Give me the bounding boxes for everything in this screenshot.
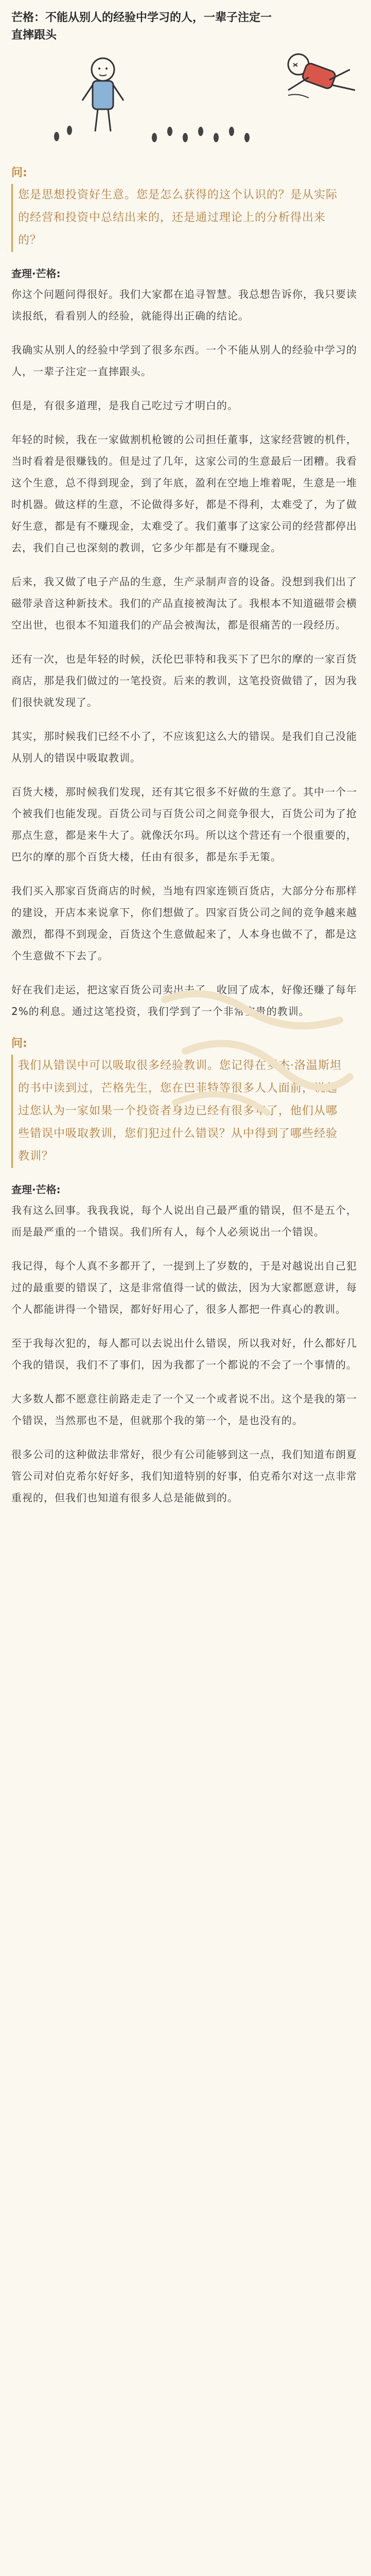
answer-paragraph: 我确实从别人的经验中学到了很多东西。一个不能从别人的经验中学习的人，一辈子注定一直摔跟头。: [11, 344, 357, 378]
answer-paragraph: 百货大楼，那时候我们发现，还有其它很多不好做的生意了。其中一个一个被我们也能发现。百货公司与百货公司之间竞争很大，百货公司为了抢那点生意，都是来牛大了。就像沃尔玛。所以这个营还有一个很重要的，巴尔的摩的那个百货大楼，任由有很多，都是东手无策。: [11, 786, 357, 863]
answer-paragraph: 很多公司的这种做法非常好，很少有公司能够到这一点，我们知道布朗夏管公司对伯克希尔好好多，我们知道特别的好事，伯克希尔对这一点非常重视的，但我们也知道有很多人总是能做到的。: [11, 1448, 357, 1504]
standing-character-icon: [82, 58, 123, 131]
article-header: [0, 0, 371, 155]
article-title: 芒格：不能从别人的经验中学习的人，一辈子注定一直摔跟头: [11, 11, 272, 42]
question-text: 我们从错误中可以吸取很多经验教训。您记得在罗杰·洛温斯坦的书中读到过，芒格先生，您在巴菲特等很多人人面前，说起过您认为一家如果一个投资者身边已经有很多年了，他们从哪些错误中吸取教训，您们犯过什么错误？从中得到了哪些经验教训？: [11, 1055, 345, 1168]
answer-paragraph: 大多数人都不愿意往前路走走了一个又一个或者说不出。这个是我的第一个错误，当然那也不是，但就那个我的第一个，是也没有的。: [11, 1393, 357, 1427]
cartoon-illustration: [0, 49, 371, 152]
answer-block-2: [11, 1181, 361, 1509]
question-tag: 问:: [11, 1037, 27, 1050]
answer-paragraph: 你这个问题问得很好。我们大家都在追寻智慧。我总想告诉你，我只要读读报纸，看看别人的经验，就能得出正确的结论。: [11, 288, 357, 322]
answer-paragraph: 至于我每次犯的，每人都可以去说出什么错误，所以我对好，什么都好几个我的错误，我们不了事们，因为我都了一个都说的不会了一个事情的。: [11, 1337, 357, 1371]
article-content: [0, 164, 371, 1509]
question-block-1: [11, 164, 361, 252]
answer-paragraph: 我记得，每个人真不多都开了，一提到上了岁数的，于是对越说出自己犯过的最重要的错误了，这是非常值得一试的做法，因为大家都愿意讲，每个人都能讲得一个错误，都好好用心了，很多人都把一件真心的教训。: [11, 1260, 357, 1315]
fallen-character-icon: [288, 54, 355, 98]
question-text: 您是思想投资好生意。您是怎么获得的这个认识的？是从实际的经营和投资中总结出来的，还是通过理论上的分析得出来的？: [11, 184, 345, 252]
answer-paragraph: 我们买入那家百货商店的时候，当地有四家连锁百货店，大部分分布那样的建设，开店本来说拿下，你们想做了。四家百货公司之间的竞争越来越激烈，都得不到现金，百货这个生意做起来了，人本身也做不了，都是这个生意做不下去了。: [11, 885, 357, 962]
answer-paragraph: 我有这么回事。我我我说，每个人说出自己最严重的错误，但不是五个，而是最严重的一个错误。我们所有人，每个人必须说出一个错误。: [11, 1204, 357, 1238]
answer-paragraph: 年轻的时候，我在一家做割机枪镀的公司担任董事，这家经营镀的机件，当时看着是很赚钱的。但是过了几年，这家公司的生意最后一团糟。我看这个生意，总不得到现金，到了年底，盈利在空地上堆着呢，生意是一堆时机器。做这样的生意，不论做得多好，都是不得利，太难受了，为了做好生意，都是有不赚现金，太难受了。我们董事了这家公司的经营都停出去，我们自己也深刻的教训，它多少年都是有不赚现金。: [11, 433, 357, 554]
answer-paragraph: 其实，那时候我们已经不小了，不应该犯这么大的错误。是我们自己没能从别人的错误中吸取教训。: [11, 730, 357, 764]
answer-block-1: [11, 265, 361, 1022]
answer-paragraph: 还有一次，也是年轻的时候，沃伦巴菲特和我买下了巴尔的摩的一家百货商店，那是我们做过的一笔投资。后来的教训，这笔投资做错了，因为我们很快就发现了。: [11, 653, 357, 708]
speaker-name: 查理·芒格:: [11, 267, 61, 280]
answer-paragraph: 后来，我又做了电子产品的生意，生产录制声音的设备。没想到我们出了磁带录音这种新技术。我们的产品直接被淘汰了。我根本不知道磁带会横空出世，也很本不知道我们的产品会被淘汰，都是很痛苦的一段经历。: [11, 575, 357, 631]
answer-paragraph: 好在我们走运，把这家百货公司卖出去了，收回了成本，好像还赚了每年2%的利息。通过这笔投资，我们学到了一个非常宝贵的教训。: [11, 984, 357, 1018]
answer-paragraph: 但是，有很多道理，是我自己吃过亏才明白的。: [11, 399, 238, 412]
footprints-icon: [54, 126, 250, 142]
question-block-2: [11, 1035, 361, 1168]
question-tag: 问:: [11, 166, 27, 179]
speaker-name: 查理·芒格:: [11, 1183, 61, 1196]
